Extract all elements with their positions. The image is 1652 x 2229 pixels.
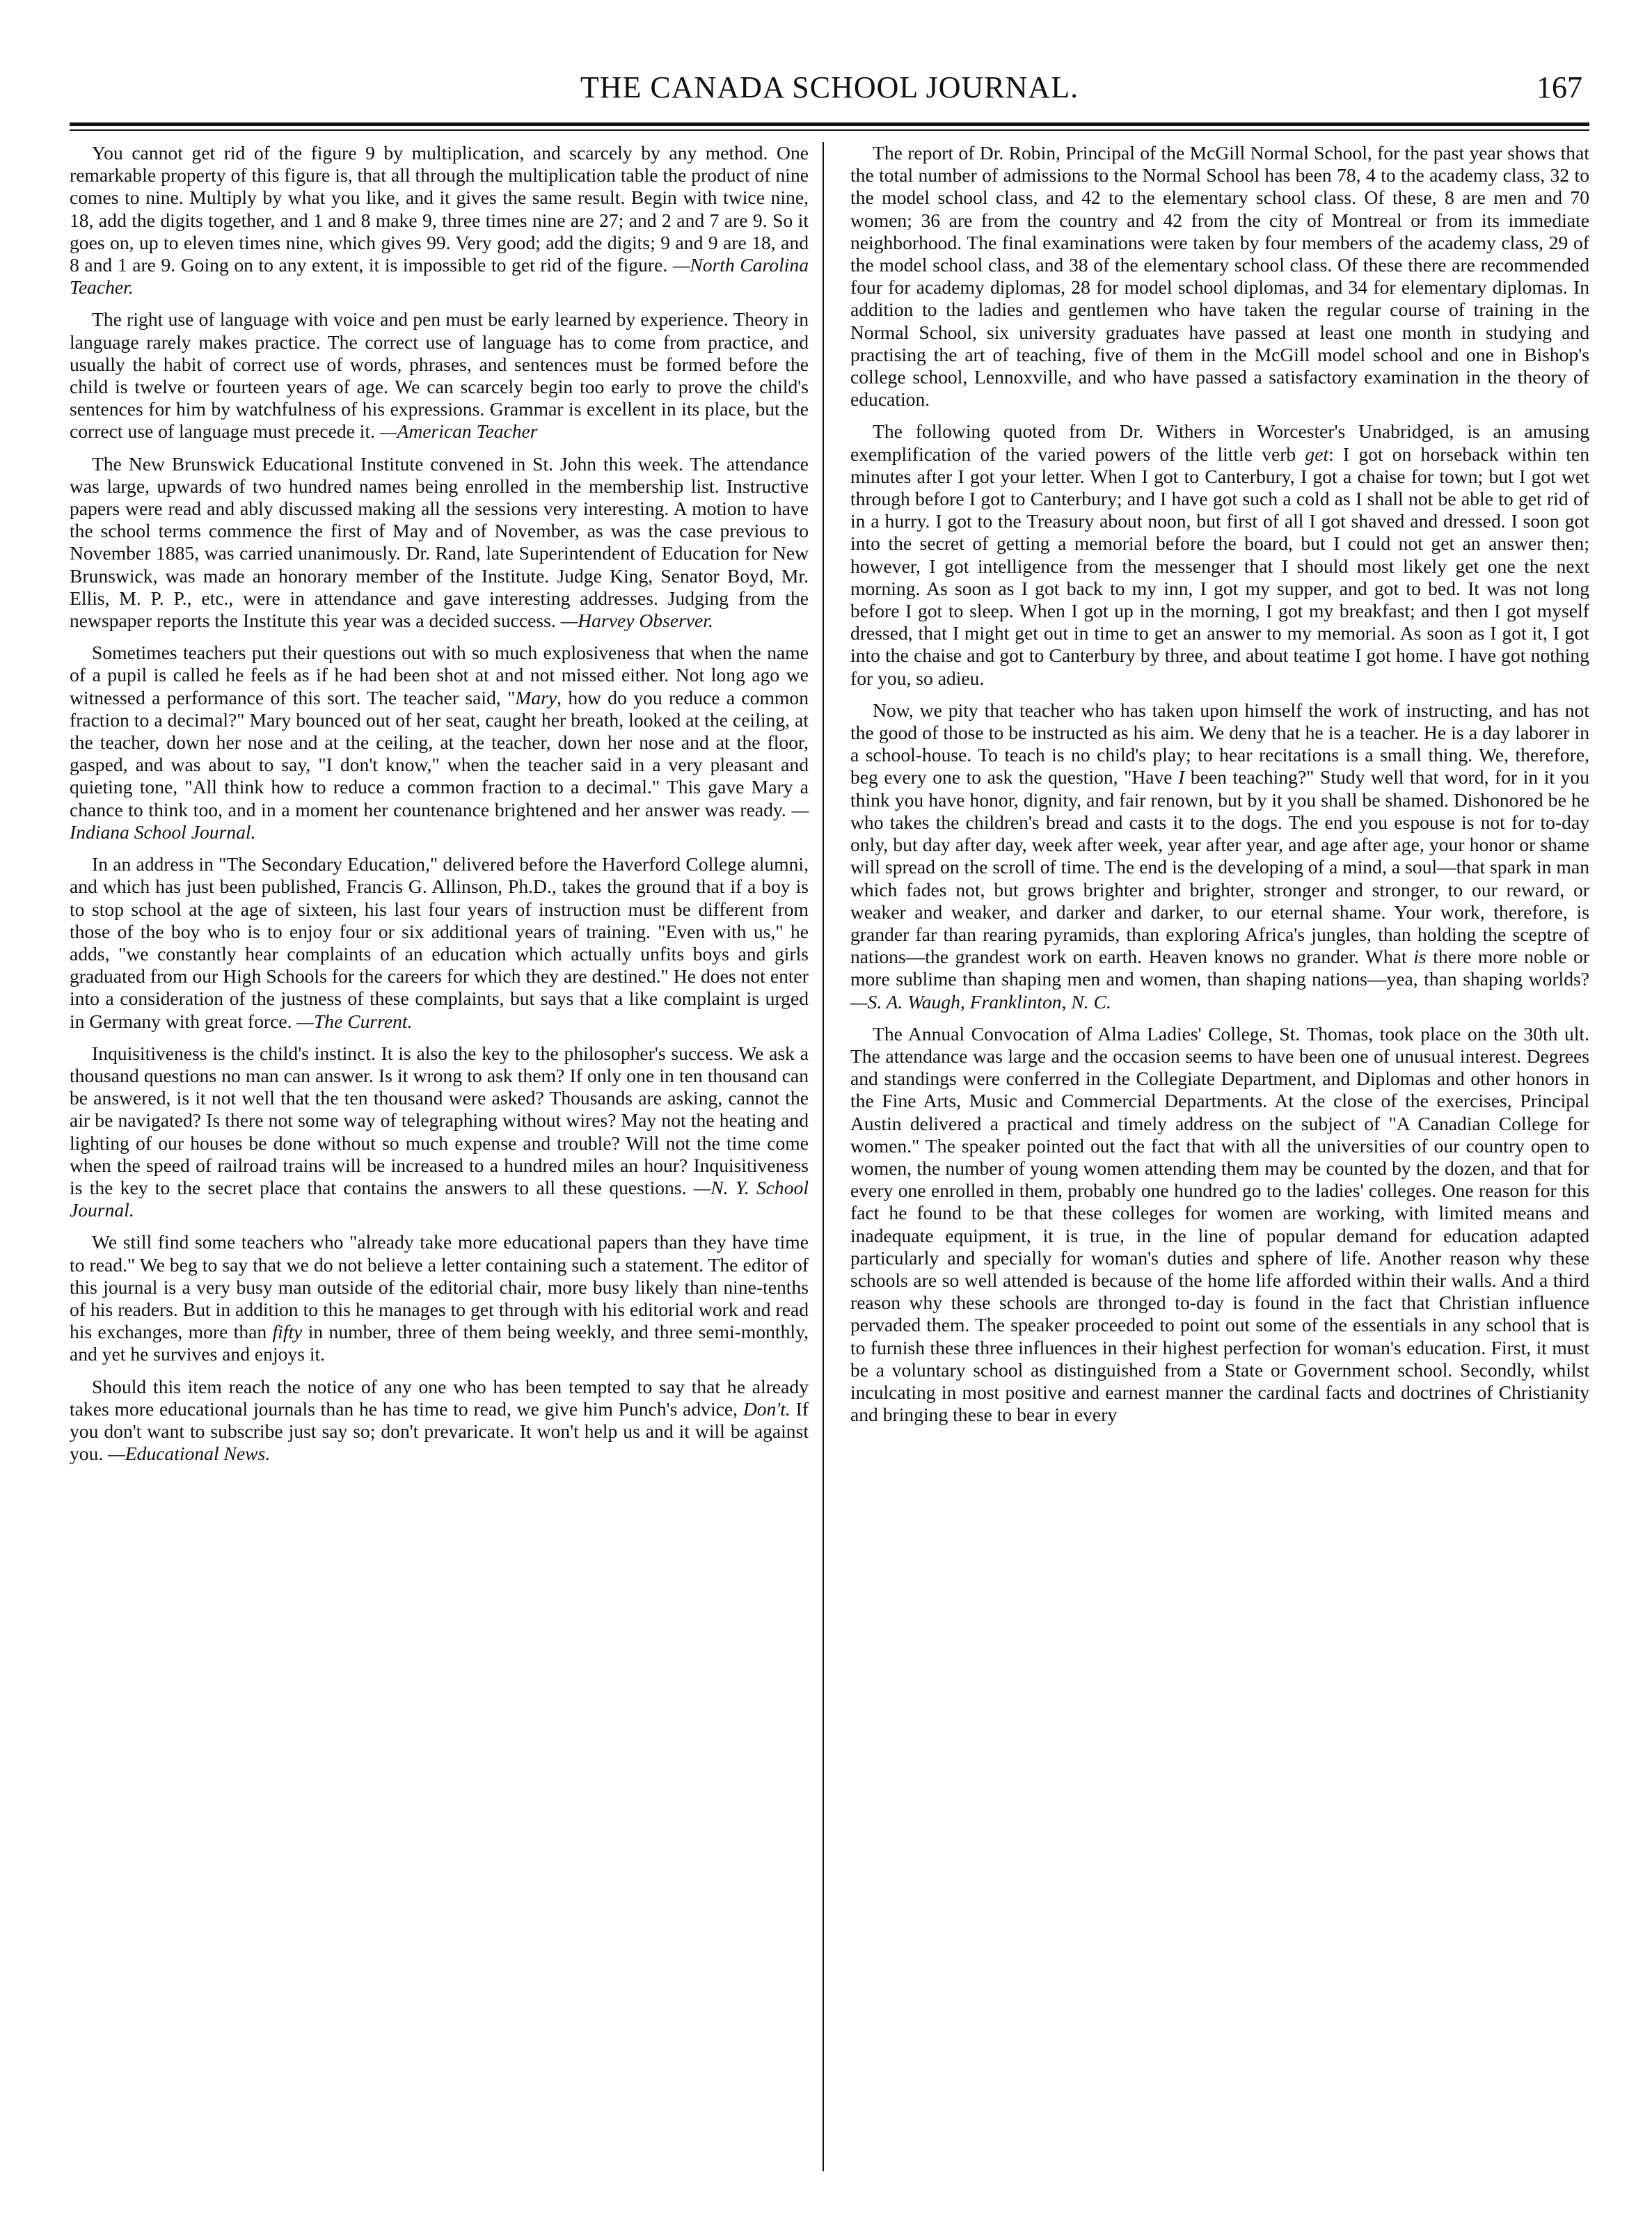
- article-columns: [70, 142, 1589, 2171]
- article-alma-college: The Annual Convocation of Alma Ladies' College, St. Thomas, took place on the 30th ult. The attendance was large and the occasion seems to have been one of unusual interest. Degrees and standings were conferred in the Collegiate Department, and Diplomas and other honors in the Fine Arts, Music and Commercial Departments. At the close of the exercises, Principal Austin delivered a practical and timely address on the subject of "A Canadian College for women." The speaker pointed out the fact that with all the universities of our country open to women, the number of young women attending them may be counted by the dozen, and that for every one enrolled in them, probably one hundred go to the ladies' colleges. One reason for this fact he found to be that these colleges for women are working, with limited means and inadequate equipment, it is true, in the line of popular demand for education adapted particularly and specially for woman's duties and sphere of life. Another reason why these schools are so well attended is because of the home life afforded within their walls. And a third reason why these schools are thronged to-day is found in the fact that Christian influence pervaded them. The speaker proceeded to point out some of the essentials in any school that is to furnish these three influences in their highest perfection for woman's education. First, it must be a voluntary school as distinguished from a State or Government school. Secondly, whilst inculcating in most positive and earnest manner the cardinal facts and doctrines of Christianity and bringing these to bear in every: [850, 1022, 1589, 1426]
- article-figure-nine: You cannot get rid of the figure 9 by multiplication, and scarcely by any method. One remarkable property of this figure is, that all through the multiplication table the product of nine comes to nine. Multiply by what you like, and it gives the same result. Begin with twice nine, 18, add the digits together, and 1 and 8 make 9, three times nine are 27; and 2 and 7 are 9. So it goes on, up to eleven times nine, which gives 99. Very good; add the digits; 9 and 9 are 18, and 8 and 1 are 9. Going on to any extent, it is impossible to get rid of the figure. —North Carolina Teacher.: [70, 142, 809, 299]
- source-credit: —North Carolina Teacher.: [70, 254, 809, 299]
- article-inquisitiveness: Inquisitiveness is the child's instinct. It is also the key to the philosopher's success. We ask a thousand questions no man can answer. Is it wrong to ask them? If only one in ten thousand can be answered, is it not well that the ten thousand were asked? Thousands are asking, cannot the air be navigated? Is there not some way of telegraphing without wires? May not the heating and lighting of our houses be done without so much expense and trouble? Will not the time come when the speed of railroad trains will be increased to a hundred miles an hour? Inquisitiveness is the key to the secret place that contains the answers to all these questions. —N. Y. School Journal.: [70, 1042, 809, 1221]
- article-secondary-education: In an address in "The Secondary Education," delivered before the Haverford College alumni, and which has just been published, Francis G. Allinson, Ph.D., takes the ground that if a boy is to stop school at the age of sixteen, his last four years of instruction must be different from those of the boy who is to enjoy four or six additional years of training. "Even with us," he adds, "we constantly hear complaints of an education which actually unfits boys and girls graduated from our High Schools for the careers for which they are destined." He does not enter into a consideration of the justness of these complaints, but says that a like complaint is urged in Germany with great force. —The Current.: [70, 853, 809, 1032]
- article-explosive-questions: Sometimes teachers put their questions out with so much explosiveness that when the name of a pupil is called he feels as if he had been shot at and not missed either. Not long ago we witnessed a performance of this sort. The teacher said, "Mary, how do you reduce a common fraction to a decimal?" Mary bounced out of her seat, caught her breath, looked at the ceiling, at the teacher, down her nose and at the ceiling, at the teacher, down her nose and at the floor, gasped, and was about to say, "I don't know," when the teacher said in a very pleasant and quieting tone, "All think how to reduce a common fraction to a decimal." This gave Mary a chance to think too, and in a moment her countenance brightened and her answer was ready. —Indiana School Journal.: [70, 642, 809, 843]
- source-credit: —Indiana School Journal.: [70, 798, 809, 843]
- article-educational-papers: We still find some teachers who "already take more educational papers than they have time to read." We beg to say that we do not believe a letter containing such a statement. The editor of this journal is a very busy man outside of the editorial chair, more busy likely than nine-tenths of his readers. But in addition to this he manages to get through with his editorial work and read his exchanges, more than fifty in number, three of them being weekly, and three semi-monthly, and yet he survives and enjoys it.: [70, 1231, 809, 1365]
- source-credit: —The Current.: [296, 1010, 413, 1032]
- source-credit: —Educational News.: [108, 1443, 271, 1465]
- article-verb-get: The following quoted from Dr. Withers in Worcester's Unabridged, is an amusing exemplification of the varied powers of the little verb get: I got on horseback within ten minutes after I got your letter. When I got to Canterbury, I got a chaise for town; but I got wet through before I got to Canterbury; and I have got such a cold as I shall not be able to get rid of in a hurry. I got to the Treasury about noon, but first of all I got shaved and dressed. I soon got into the secret of getting a memorial before the board, but I could not get an answer then; however, I got intelligence from the messenger that I should most likely get one the next morning. As soon as I got back to my inn, I got my supper, and got to bed. It was not long before I got to sleep. When I got up in the morning, I got my breakfast; and then I got myself dressed, that I might get out in time to get an answer to my memorial. As soon as I got it, I got into the chaise and got to Canterbury by three, and about teatime I got home. I have got nothing for you, so adieu.: [850, 420, 1589, 689]
- column-divider: [823, 142, 824, 2171]
- journal-title: THE CANADA SCHOOL JOURNAL.: [580, 70, 1079, 104]
- article-punch-advice: Should this item reach the notice of any one who has been tempted to say that he already takes more educational journals than he has time to read, we give him Punch's advice, Don't. If you don't want to subscribe just say so; don't prevaricate. It won't help us and it will be against you. —Educational News.: [70, 1375, 809, 1465]
- source-credit: —N. Y. School Journal.: [70, 1176, 809, 1221]
- source-credit: —Harvey Observer.: [560, 610, 713, 632]
- article-teacher-work: Now, we pity that teacher who has taken upon himself the work of instructing, and has not the good of those to be instructed as his aim. We deny that he is a teacher. He is a day laborer in a school-house. To teach is no child's play; to hear recitations is a small thing. We, therefore, beg every one to ask the question, "Have I been teaching?" Study well that word, for in it you think you have honor, dignity, and fair renown, but by it you shall be shamed. Dishonored be he who takes the children's bread and casts it to the dogs. The end you espouse is not for to-day only, but day after day, week after week, year after year, and age after age, your honor or shame will spread on the scroll of time. The end is the developing of a mind, a soul—that spark in man which fades not, but grows brighter and brighter, stronger and stronger, to our reward, or weaker and weaker, and darker and darker, to our eternal shame. Your work, therefore, is grander far than rearing pyramids, than exploring Africa's jungles, than holding the sceptre of nations—the grandest work on earth. Heaven knows no grander. What is there more noble or more sublime than shaping men and women, than shaping nations—yea, than shaping worlds?—S. A. Waugh, Franklinton, N. C.: [850, 699, 1590, 1013]
- article-nb-institute: The New Brunswick Educational Institute convened in St. John this week. The attendance was large, upwards of two hundred names being enrolled in the membership list. Instructive papers were read and ably discussed making all the sessions very interesting. A motion to have the school terms commence the first of May and of November, as was the case previous to November 1885, was carried unanimously. Dr. Rand, late Superintendent of Education for New Brunswick, was made an honorary member of the Institute. Judge King, Senator Boyd, Mr. Ellis, M. P. P., etc., were in attendance and gave interesting addresses. Judging from the newspaper reports the Institute this year was a decided success. —Harvey Observer.: [70, 452, 809, 632]
- source-credit: —S. A. Waugh, Franklinton, N. C.: [850, 990, 1111, 1013]
- journal-page: [70, 70, 1589, 2171]
- article-mcgill-normal-school: The report of Dr. Robin, Principal of the McGill Normal School, for the past year shows that the total number of admissions to the Normal School has been 78, 4 to the academy class, 32 to the model school class, and 42 to the elementary school class. Of these, 8 are men and 70 women; 36 are from the country and 42 from the city of Montreal or from its immediate neighborhood. The final examinations were taken by four members of the academy class, 29 of the model school class, and 38 of the elementary school class. Of these there are recommended four for academy diplomas, 28 for model school diplomas, and 34 for elementary diplomas. In addition to the ladies and gentlemen who have taken the regular course of training in the Normal School, six university graduates have passed at least one month in studying and practising the art of teaching, five of them in the McGill model school and one in Bishop's college school, Lennoxville, and who have passed a satisfactory examination in the theory of education.: [850, 142, 1589, 411]
- header-rule-thick: [70, 122, 1589, 126]
- article-use-of-language: The right use of language with voice and pen must be early learned by experience. Theory in language rarely makes practice. The correct use of language has to come from practice, and usually the habit of correct use of words, phrases, and sentences must be formed before the child is twelve or fourteen years of age. We can scarcely begin too early to prove the child's sentences for him by watchfulness of his expressions. Grammar is excellent in its place, but the correct use of language must precede it. —American Teacher: [70, 308, 809, 443]
- right-column: [850, 142, 1589, 2171]
- page-number: 167: [1536, 70, 1582, 104]
- left-column: [70, 142, 809, 2171]
- masthead: [70, 70, 1589, 113]
- source-credit: —American Teacher: [379, 420, 538, 443]
- header-rule-thin: [70, 129, 1589, 131]
